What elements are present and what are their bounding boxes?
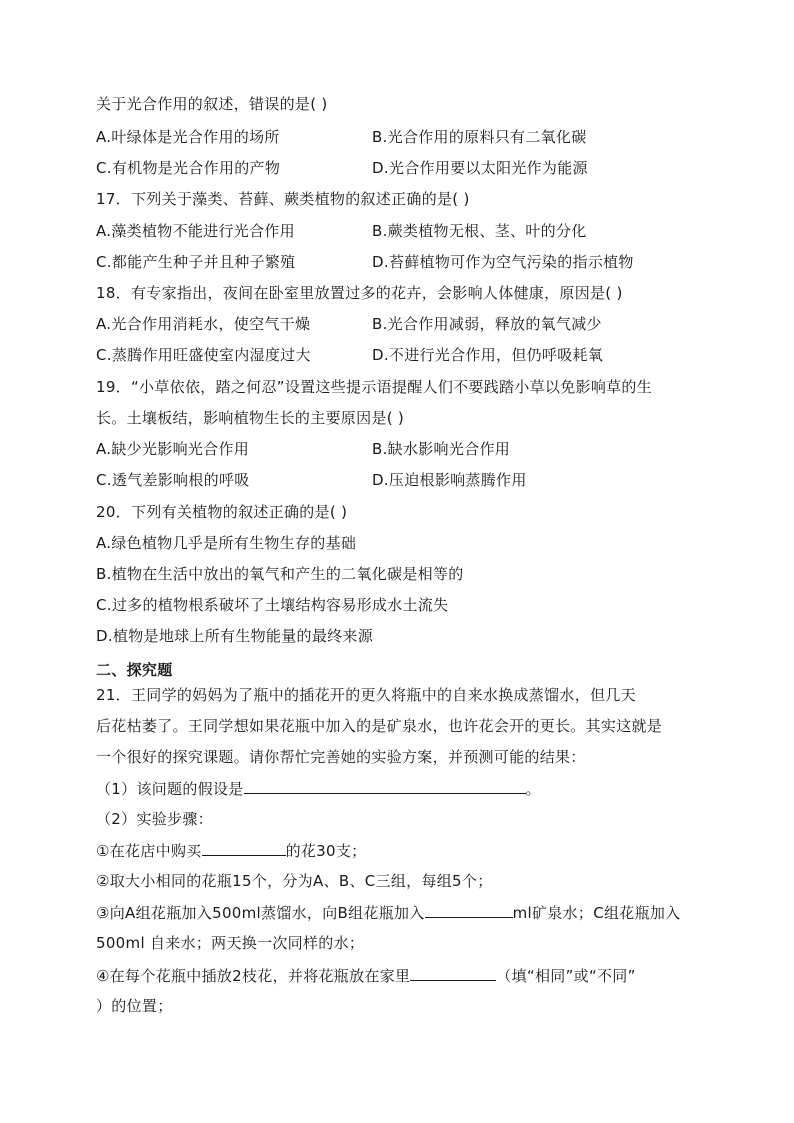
q18-option-c: C.蒸腾作用旺盛使室内湿度过大 xyxy=(96,346,311,364)
placement-blank[interactable] xyxy=(410,965,496,981)
q21-step1-suffix: 的花30支； xyxy=(285,842,367,860)
q16-options-row1 xyxy=(96,127,587,147)
q21-step4-line2: ）的位置； xyxy=(96,997,173,1015)
q19-option-d: D.压迫根影响蒸腾作用 xyxy=(372,471,527,489)
q19-options-row2 xyxy=(96,470,527,490)
q21-part1-suffix: 。 xyxy=(525,780,541,798)
q17-option-c: C.都能产生种子并且种子繁殖 xyxy=(96,253,296,271)
q19-option-a: A.缺少光影响光合作用 xyxy=(96,440,250,458)
q21-step4 xyxy=(96,965,636,986)
q21-step3-suffix: ml矿泉水；C组花瓶加入 xyxy=(512,904,681,922)
q21-intro-line2: 后花枯萎了。王同学想如果花瓶中加入的是矿泉水，也许花会开的更长。其实这就是 xyxy=(96,717,663,735)
q18-options-row2 xyxy=(96,345,604,365)
q19-options-row1 xyxy=(96,439,511,459)
hypothesis-blank[interactable] xyxy=(244,778,526,794)
q19-stem-line2: 长。土壤板结，影响植物生长的主要原因是( ) xyxy=(96,409,405,427)
q19-option-c: C.透气差影响根的呼吸 xyxy=(96,471,250,489)
q16-option-d: D.光合作用要以太阳光作为能源 xyxy=(372,159,588,177)
q21-step3-line2: 500ml 自来水；两天换一次同样的水； xyxy=(96,934,365,952)
q21-part1-prefix: （1）该问题的假设是 xyxy=(96,780,244,798)
q21-step1-prefix: ①在花店中购买 xyxy=(96,842,202,860)
q21-step4-prefix: ④在每个花瓶中插放2枝花，并将花瓶放在家里 xyxy=(96,967,411,985)
volume-blank[interactable] xyxy=(425,902,513,918)
q21-step4-suffix: （填“相同”或“不同” xyxy=(496,967,636,985)
q16-option-b: B.光合作用的原料只有二氧化碳 xyxy=(372,128,587,146)
q17-options-row2 xyxy=(96,252,634,272)
flower-type-blank[interactable] xyxy=(202,840,286,856)
q16-options-row2 xyxy=(96,158,588,178)
q18-option-b: B.光合作用减弱，释放的氧气减少 xyxy=(372,315,602,333)
q17-option-a: A.藻类植物不能进行光合作用 xyxy=(96,222,295,240)
q20-option-c: C.过多的植物根系破坏了土壤结构容易形成水土流失 xyxy=(96,596,449,614)
q18-option-d: D.不进行光合作用，但仍呼吸耗氧 xyxy=(372,346,604,364)
q16-option-a: A.叶绿体是光合作用的场所 xyxy=(96,128,280,146)
q17-option-d: D.苔藓植物可作为空气污染的指示植物 xyxy=(372,253,634,271)
q18-options-row1 xyxy=(96,314,602,334)
q21-intro-line3: 一个很好的探究课题。请你帮忙完善她的实验方案，并预测可能的结果： xyxy=(96,748,586,766)
q17-stem: 17．下列关于藻类、苔藓、蕨类植物的叙述正确的是( ) xyxy=(96,190,470,208)
q21-step3 xyxy=(96,902,680,923)
q18-stem: 18．有专家指出，夜间在卧室里放置过多的花卉，会影响人体健康，原因是( ) xyxy=(96,284,623,302)
q17-option-b: B.蕨类植物无根、茎、叶的分化 xyxy=(372,222,587,240)
q21-step3-prefix: ③向A组花瓶加入500ml蒸馏水，向B组花瓶加入 xyxy=(96,904,425,922)
q20-option-b: B.植物在生活中放出的氧气和产生的二氧化碳是相等的 xyxy=(96,565,464,583)
q18-option-a: A.光合作用消耗水，使空气干燥 xyxy=(96,315,311,333)
q21-step1 xyxy=(96,840,366,861)
section-title: 二、探究题 xyxy=(96,661,173,679)
q16-stem: 关于光合作用的叙述，错误的是( ) xyxy=(96,95,328,113)
q21-part1 xyxy=(96,778,541,799)
q19-stem-line1: 19．“小草依依，踏之何忍”设置这些提示语提醒人们不要践踏小草以免影响草的生 xyxy=(96,378,653,396)
q21-intro-line1: 21．王同学的妈妈为了瓶中的插花开的更久将瓶中的自来水换成蒸馏水，但几天 xyxy=(96,686,636,704)
q16-option-c: C.有机物是光合作用的产物 xyxy=(96,159,281,177)
q20-stem: 20．下列有关植物的叙述正确的是( ) xyxy=(96,503,348,521)
q20-option-d: D.植物是地球上所有生物能量的最终来源 xyxy=(96,627,374,645)
q21-part2: （2）实验步骤： xyxy=(96,810,213,828)
q20-option-a: A.绿色植物几乎是所有生物生存的基础 xyxy=(96,534,357,552)
q21-step2: ②取大小相同的花瓶15个，分为A、B、C三组，每组5个； xyxy=(96,872,493,890)
q19-option-b: B.缺水影响光合作用 xyxy=(372,440,511,458)
q17-options-row1 xyxy=(96,221,587,241)
